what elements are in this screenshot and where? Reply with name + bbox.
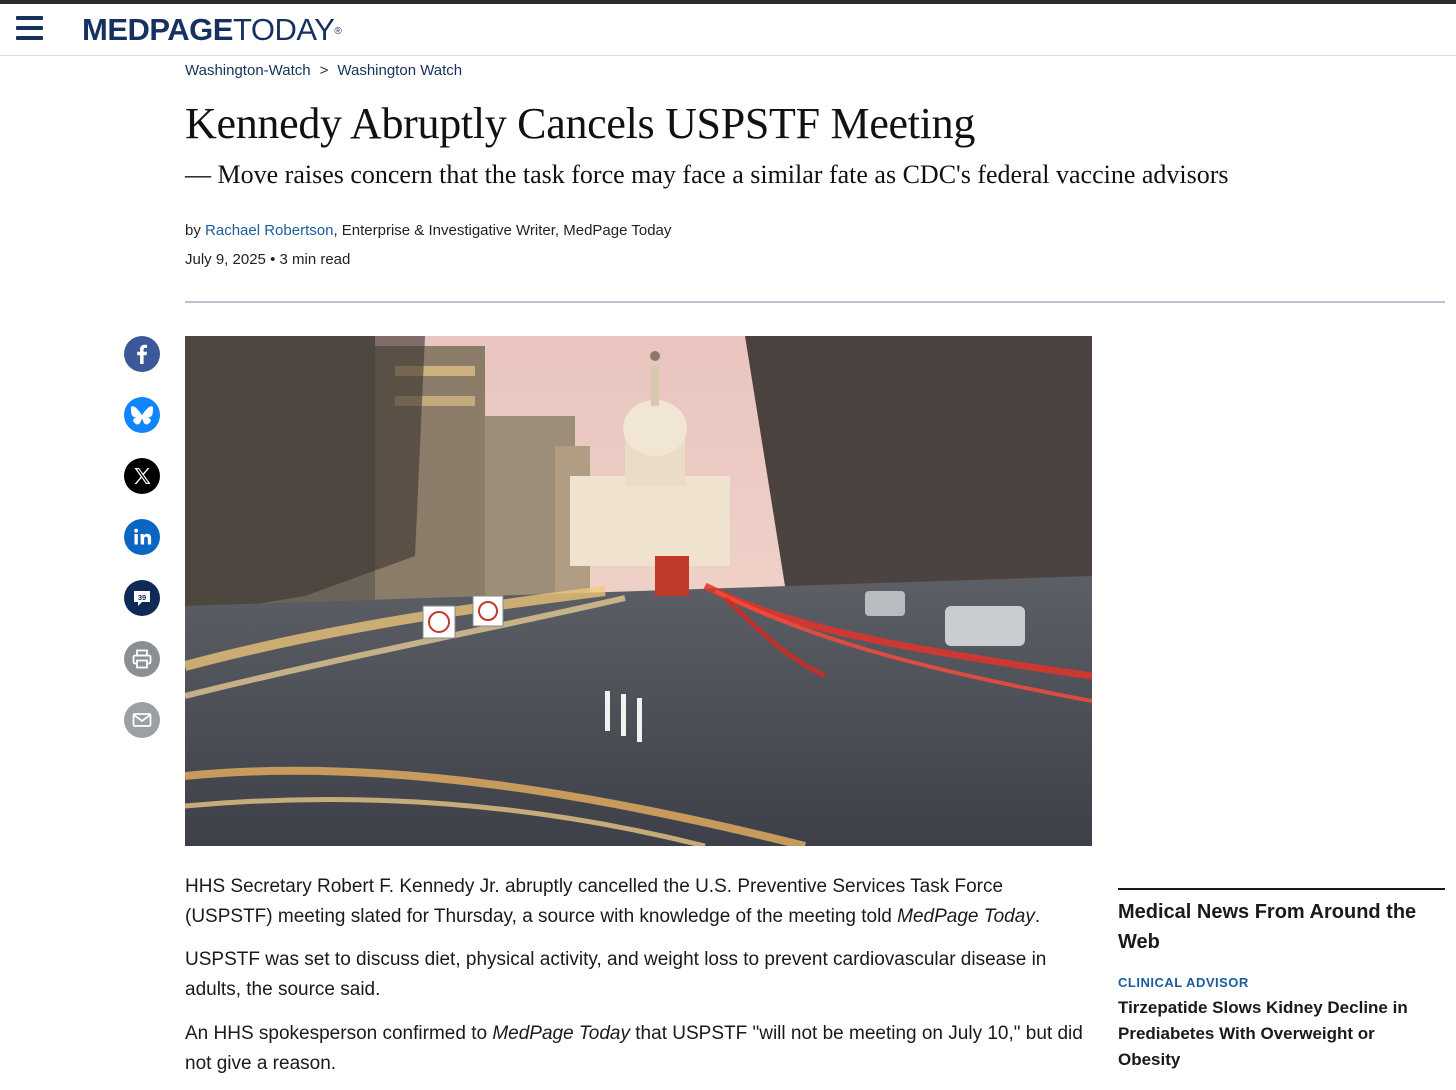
breadcrumb-item-washington-watch-1[interactable]: Washington-Watch xyxy=(185,62,311,79)
email-icon[interactable] xyxy=(124,702,160,738)
sidebar-kicker[interactable]: CLINICAL ADVISOR xyxy=(1118,975,1249,990)
read-time: 3 min read xyxy=(279,251,351,268)
publish-date: July 9, 2025 xyxy=(185,251,266,268)
article-paragraph-2: USPSTF was set to discuss diet, physical activity, and weight loss to prevent cardiovascular disease in adults, the source said. xyxy=(185,949,1047,1000)
byline-prefix: by xyxy=(185,222,201,239)
header-divider xyxy=(185,301,1445,303)
facebook-icon[interactable] xyxy=(124,336,160,372)
comments-icon[interactable] xyxy=(124,580,160,616)
bluesky-icon[interactable] xyxy=(124,397,160,433)
sidebar-divider xyxy=(1118,888,1445,890)
logo-light-text: TODAY xyxy=(232,12,335,47)
byline xyxy=(185,222,671,239)
dateline xyxy=(185,251,350,268)
article-title: Kennedy Abruptly Cancels USPSTF Meeting xyxy=(185,99,976,148)
breadcrumb xyxy=(185,62,462,79)
x-icon[interactable] xyxy=(124,458,160,494)
sidebar-headline-link[interactable]: Tirzepatide Slows Kidney Decline in Prediabetes With Overweight or Obesity xyxy=(1118,998,1408,1069)
article-paragraph-1: HHS Secretary Robert F. Kennedy Jr. abruptly cancelled the U.S. Preventive Services Task Force (USPSTF) meeting slated for Thursday, a source with knowledge of the meeting told MedPage Today. xyxy=(185,876,1041,927)
comment-count: 39 xyxy=(137,593,147,602)
print-icon[interactable] xyxy=(124,641,160,677)
site-logo[interactable] xyxy=(82,14,341,46)
site-header xyxy=(0,4,1456,56)
publication-name: MedPage Today xyxy=(897,906,1035,927)
date-separator: • xyxy=(270,251,276,268)
sidebar-title: Medical News From Around the Web xyxy=(1118,901,1417,953)
author-link[interactable]: Rachael Robertson xyxy=(205,222,334,239)
breadcrumb-separator: > xyxy=(319,62,329,79)
logo-bold-text: MEDPAGE xyxy=(82,12,233,47)
article-paragraph-3: An HHS spokesperson confirmed to MedPage Today that USPSTF "will not be meeting on July 10," but did not give a reason. xyxy=(185,1023,1083,1074)
author-role: , Enterprise & Investigative Writer, MedPage Today xyxy=(333,222,672,239)
publication-name: MedPage Today xyxy=(492,1023,630,1044)
menu-icon[interactable] xyxy=(16,16,44,42)
hero-image-capitol xyxy=(185,336,1092,846)
logo-registered: ® xyxy=(334,26,342,37)
breadcrumb-item-washington-watch-2[interactable]: Washington Watch xyxy=(337,62,463,79)
linkedin-icon[interactable] xyxy=(124,519,160,555)
article-subtitle: — Move raises concern that the task force may face a similar fate as CDC's federal vaccine advisors xyxy=(185,160,1229,189)
